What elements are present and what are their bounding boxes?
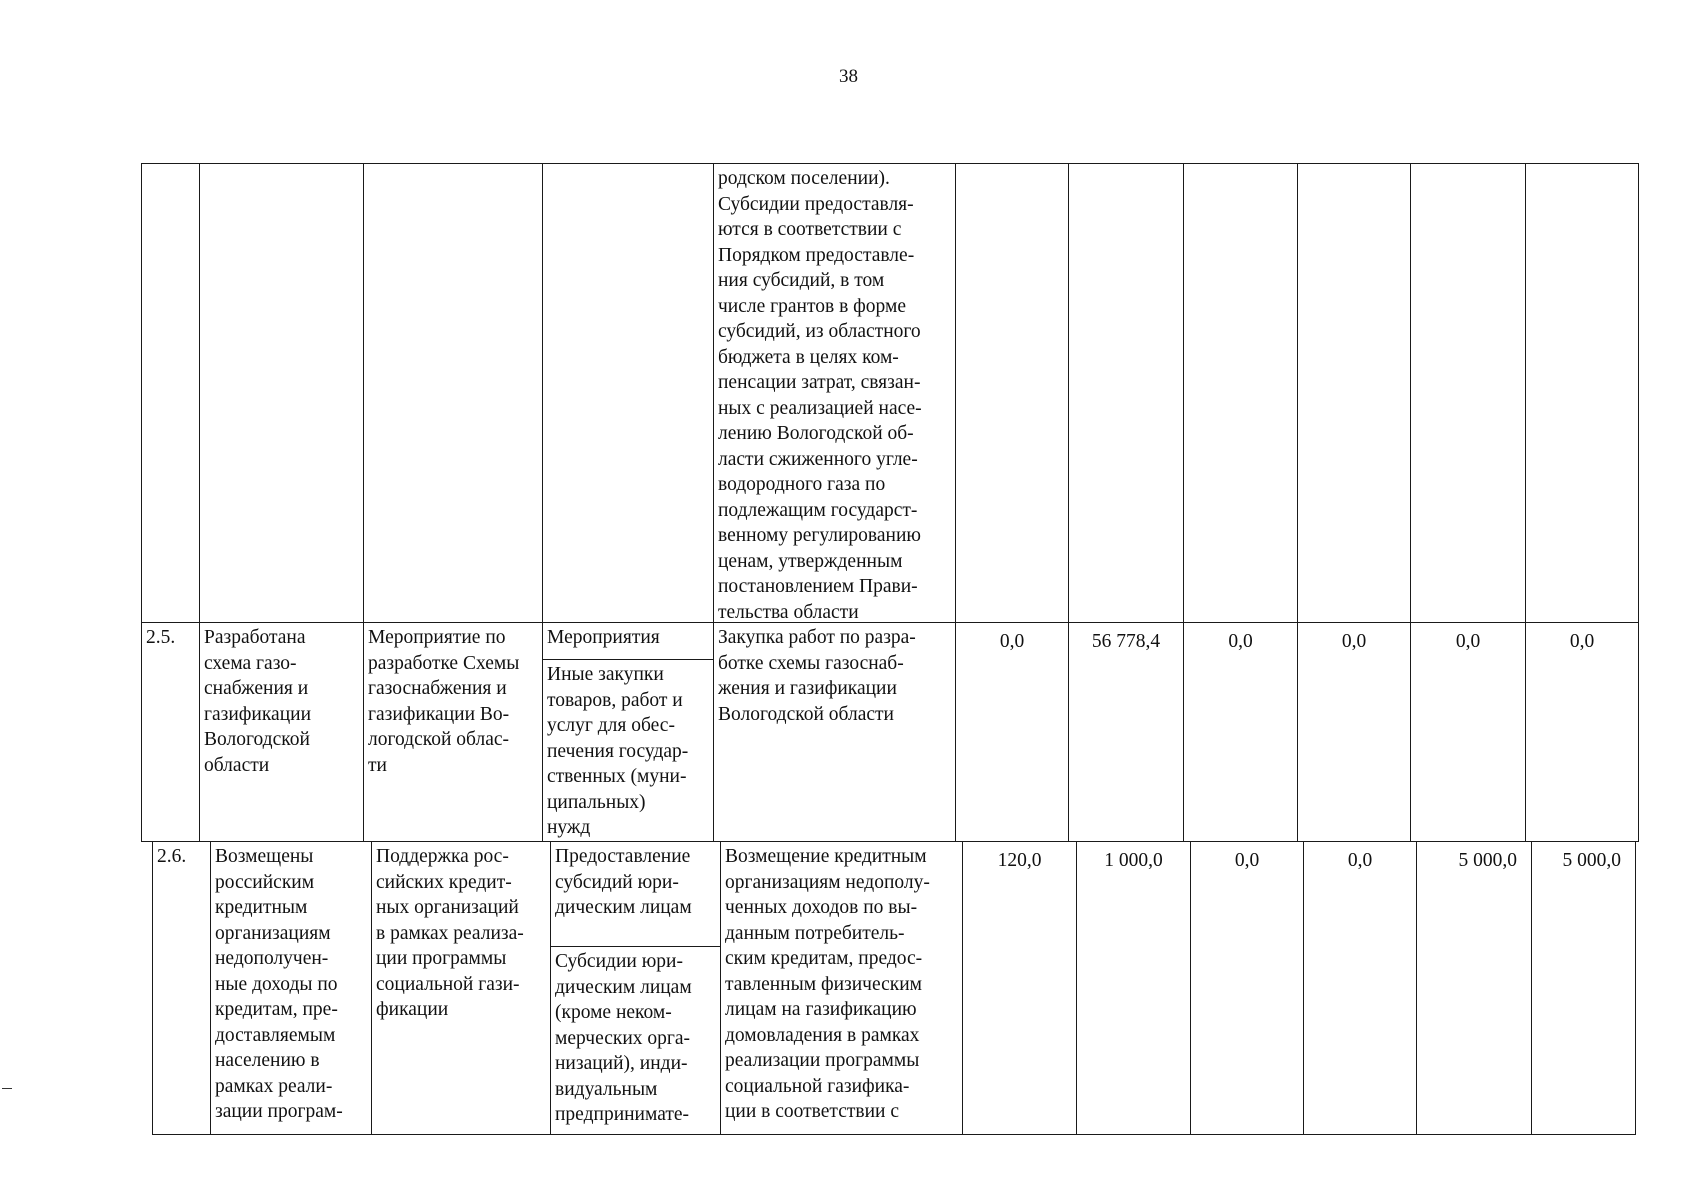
cont-cell-v2 <box>1068 163 1184 623</box>
cont-cell-v3 <box>1183 163 1298 623</box>
row-2-6-num: 2.6. <box>152 841 211 1135</box>
row-2-6-result: Возмещены российским кредитным организациям недополучен- ные доходы по кредитам, пре- доставляемым населению в рамках реали- зации програм- <box>210 841 372 1135</box>
margin-mark <box>2 1088 12 1089</box>
row-2-6-description: Возмещение кредитным организациям недополу- ченных доходов по вы- данным потребитель- ским кредитам, предос- тавленным физическим лицам на газификацию домовладения в рамках реализации программы социальной газифика- ции в соответствии с <box>720 841 963 1135</box>
row-2-6-value-3: 0,0 <box>1190 841 1304 1135</box>
row-2-6-type-bottom: Субсидии юри- дическим лицам (кроме неком- мерческих орга- низаций), инди- видуальным предпринимате- <box>550 946 721 1135</box>
row-2-5-value-1: 0,0 <box>955 622 1069 842</box>
row-2-5-event: Мероприятие по разработке Схемы газоснабжения и газификации Во- логодской облас- ти <box>363 622 543 842</box>
row-2-6-value-5: 5 000,0 <box>1416 841 1532 1135</box>
row-2-6-event: Поддержка рос- сийских кредит- ных организаций в рамках реализа- ции программы социальной гази- фикации <box>371 841 551 1135</box>
cont-cell-v4 <box>1297 163 1411 623</box>
row-2-5-value-4: 0,0 <box>1297 622 1411 842</box>
row-2-5-value-5: 0,0 <box>1410 622 1526 842</box>
cont-cell-type <box>542 163 714 623</box>
row-2-5-value-2: 56 778,4 <box>1068 622 1184 842</box>
cont-cell-v6 <box>1525 163 1639 623</box>
row-2-5-num: 2.5. <box>141 622 200 842</box>
row-2-6-value-2: 1 000,0 <box>1076 841 1191 1135</box>
row-2-6-value-6: 5 000,0 <box>1531 841 1636 1135</box>
cont-cell-num <box>141 163 200 623</box>
cont-cell-description: родском поселении). Субсидии предоставля- ются в соответствии с Порядком предоставле- ния субсидий, в том числе грантов в форме субсидий, из областного бюджета в целях ком- пенсации затрат, связан- ных с реализацией насе- лению Вологодской об- ласти сжиженного угле- водородного газа по подлежащим государст- венному регулированию ценам, утвержденным постановлением Прави- тельства области <box>713 163 956 623</box>
row-2-5-result: Разработана схема газо- снабжения и газификации Вологодской области <box>199 622 364 842</box>
cont-cell-v5 <box>1410 163 1526 623</box>
cont-cell-v1 <box>955 163 1069 623</box>
cont-cell-result <box>199 163 364 623</box>
row-2-6-value-4: 0,0 <box>1303 841 1417 1135</box>
row-2-6-type-top: Предоставление субсидий юри- дическим лицам <box>550 841 721 947</box>
row-2-6-value-1: 120,0 <box>962 841 1077 1135</box>
row-2-5-value-6: 0,0 <box>1525 622 1639 842</box>
row-2-5-type-bottom: Иные закупки товаров, работ и услуг для обес- печения государ- ственных (муни- ципальных) нужд <box>542 659 714 842</box>
row-2-5-type-top: Мероприятия <box>542 622 714 660</box>
page-number: 38 <box>839 66 858 87</box>
cont-cell-event <box>363 163 543 623</box>
row-2-5-value-3: 0,0 <box>1183 622 1298 842</box>
row-2-5-description: Закупка работ по разра- ботке схемы газоснаб- жения и газификации Вологодской области <box>713 622 956 842</box>
